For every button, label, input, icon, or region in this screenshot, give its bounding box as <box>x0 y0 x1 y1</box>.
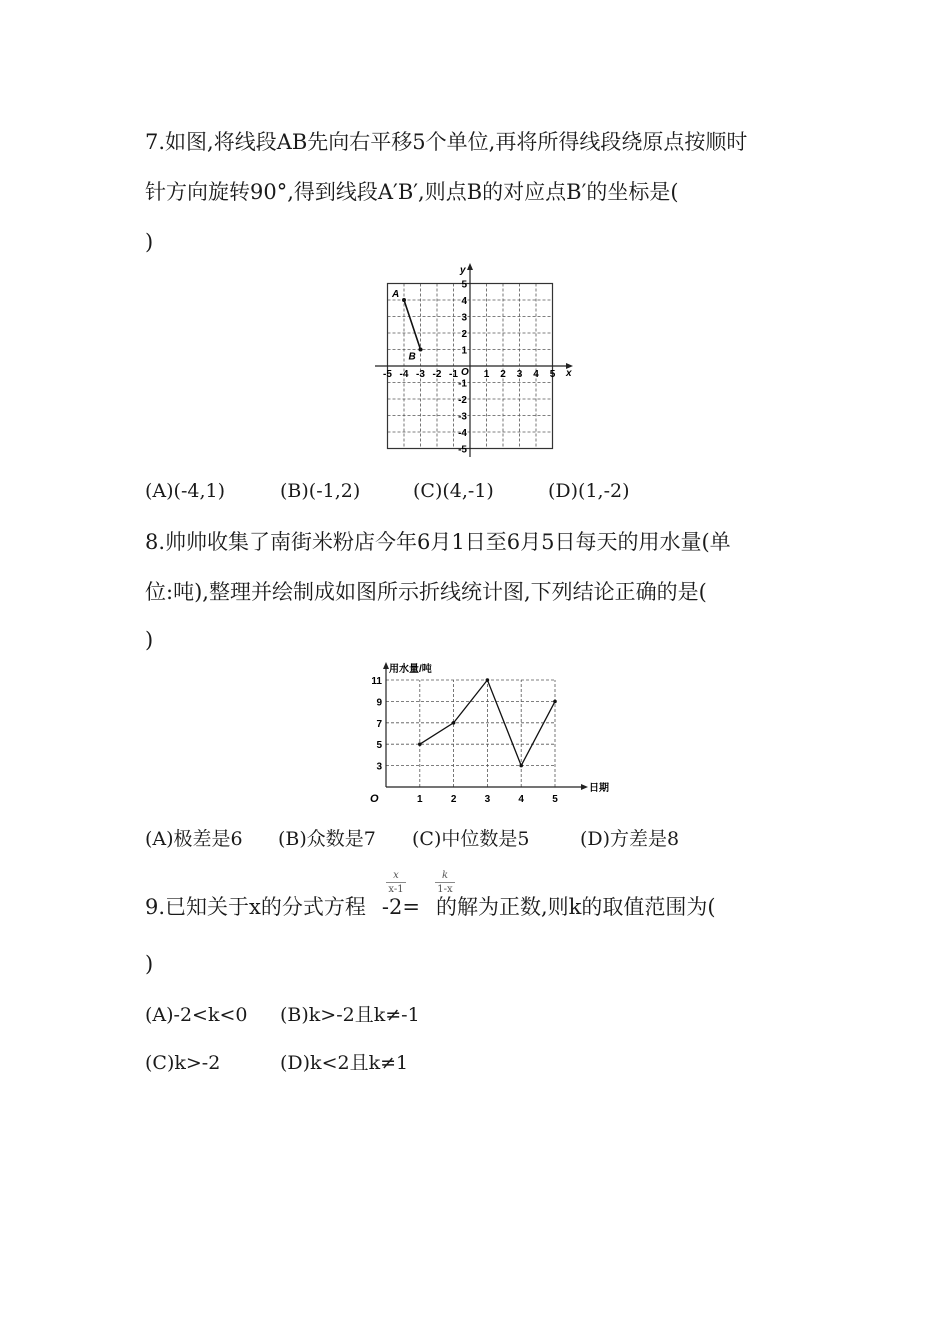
x-axis-arrow <box>581 784 588 790</box>
data-point <box>418 742 422 746</box>
origin-label: O <box>461 367 469 378</box>
x-tick-label: -1 <box>449 369 458 380</box>
x-tick-label: 3 <box>516 369 523 380</box>
x-tick-label: 4 <box>518 794 524 805</box>
y-tick-label: -3 <box>458 411 467 423</box>
y-tick-label: 3 <box>461 312 467 324</box>
y-axis-label: y <box>460 265 466 276</box>
point-b <box>419 348 423 352</box>
q7-option-a[interactable]: (A)(-4,1) <box>145 480 226 502</box>
point-a <box>402 298 406 302</box>
q9-option-b[interactable]: (B)k>-2且k≠-1 <box>280 1004 420 1026</box>
q9-text-line1 <box>145 893 716 921</box>
q9-option-c[interactable]: (C)k>-2 <box>145 1052 221 1074</box>
q9-text-start: 9.已知关于x的分式方程 <box>145 895 366 919</box>
x-tick-label: 4 <box>533 369 539 380</box>
x-tick-label: -4 <box>399 369 409 380</box>
y-tick-label: 7 <box>376 718 382 730</box>
segment-ab <box>404 300 421 350</box>
data-point <box>519 764 523 768</box>
q7-text-line2: 针方向旋转90°,得到线段A′B′,则点B的对应点B′的坐标是( <box>145 180 679 204</box>
data-point <box>486 678 490 682</box>
x-axis-label: x <box>566 368 572 379</box>
x-tick-label: 1 <box>417 794 423 805</box>
y-tick-label: -5 <box>458 444 467 456</box>
y-tick-label: -4 <box>458 428 467 439</box>
q7-option-b[interactable]: (B)(-1,2) <box>280 480 361 502</box>
q9-fraction-right <box>435 870 455 895</box>
y-tick-label: 9 <box>376 697 382 709</box>
q7-text-line3: ) <box>145 230 154 254</box>
q8-water-usage-line-chart <box>360 660 609 805</box>
y-tick-label: 2 <box>461 329 467 340</box>
origin-label: O <box>370 793 379 805</box>
q8-text-line3: ) <box>145 628 154 652</box>
data-point <box>452 721 456 725</box>
q7-option-c[interactable]: (C)(4,-1) <box>413 480 494 502</box>
point-a-label: A <box>392 289 400 300</box>
q9-text-line2: ) <box>145 952 154 976</box>
q9-frac2-denominator: 1-x <box>437 884 453 895</box>
q9-option-a[interactable]: (A)-2<k<0 <box>145 1004 248 1026</box>
q9-frac1-numerator: x <box>393 870 399 881</box>
q9-option-d[interactable]: (D)k<2且k≠1 <box>280 1052 409 1074</box>
q9-frac1-denominator: x-1 <box>388 884 404 895</box>
x-tick-label: 2 <box>500 369 506 380</box>
x-tick-label: -5 <box>383 369 392 380</box>
x-tick-label: 5 <box>549 369 556 380</box>
x-tick-label: 2 <box>450 794 457 805</box>
y-axis-title: 用水量/吨 <box>389 664 432 675</box>
q8-text-line1: 8.帅帅收集了南街米粉店今年6月1日至6月5日每天的用水量(单 <box>145 530 731 554</box>
x-tick-label: -3 <box>416 369 425 380</box>
y-tick-label: 5 <box>461 279 467 291</box>
y-tick-label: 3 <box>376 761 382 773</box>
y-tick-label: 11 <box>371 676 382 687</box>
y-tick-label: 5 <box>376 740 382 752</box>
y-axis-arrow <box>467 263 473 270</box>
point-b-label: B <box>408 351 416 363</box>
q7-option-d[interactable]: (D)(1,-2) <box>548 480 630 502</box>
q9-text-mid: -2= <box>381 895 420 919</box>
x-tick-label: 1 <box>483 369 490 380</box>
x-tick-label: -2 <box>432 369 442 380</box>
x-axis-title: 日期 <box>589 783 609 794</box>
data-point <box>553 700 557 704</box>
q8-text-line2: 位:吨),整理并绘制成如图所示折线统计图,下列结论正确的是( <box>145 580 707 604</box>
q7-coordinate-graph <box>370 262 580 462</box>
q8-option-a[interactable]: (A)极差是6 <box>145 828 243 850</box>
q8-option-c[interactable]: (C)中位数是5 <box>412 828 530 850</box>
y-tick-label: -1 <box>458 378 467 390</box>
q9-text-end: 的解为正数,则k的取值范围为( <box>435 895 716 919</box>
y-tick-label: 1 <box>461 345 467 357</box>
q8-option-b[interactable]: (B)众数是7 <box>278 828 376 850</box>
q9-fraction-left <box>386 870 406 895</box>
q8-option-d[interactable]: (D)方差是8 <box>580 828 680 850</box>
y-tick-label: -2 <box>458 395 467 406</box>
q9-frac2-numerator: k <box>441 870 449 881</box>
x-tick-label: 5 <box>552 794 558 805</box>
q7-text-line1: 7.如图,将线段AB先向右平移5个单位,再将所得线段绕原点按顺时 <box>145 130 748 154</box>
x-tick-label: 3 <box>484 794 491 805</box>
y-tick-label: 4 <box>461 296 467 307</box>
